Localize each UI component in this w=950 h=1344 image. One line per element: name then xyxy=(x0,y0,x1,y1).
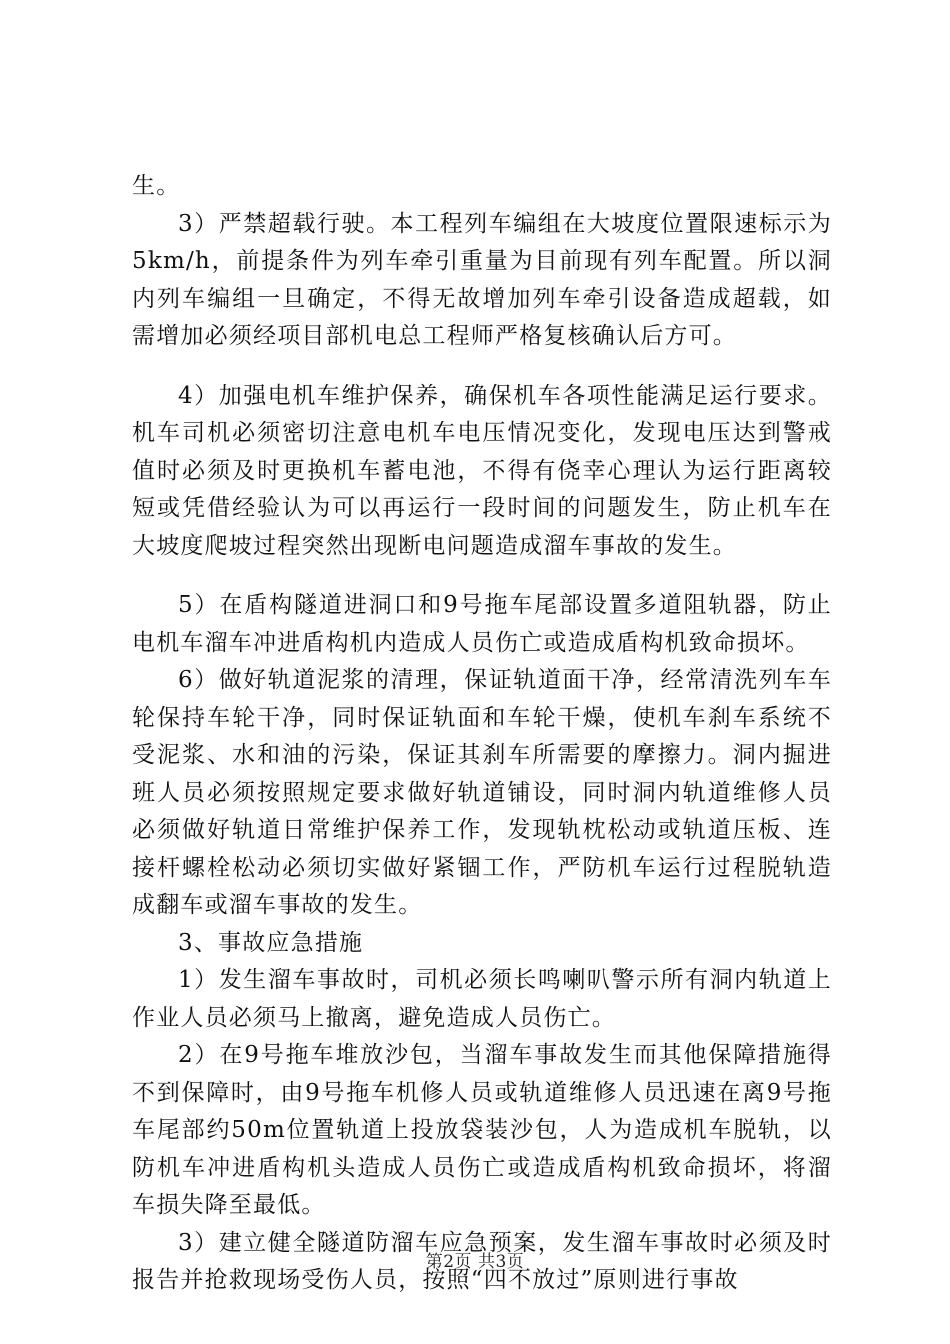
paragraph-emergency-3: 3）建立健全隧道防溜车应急预案，发生溜车事故时必须及时报告并抢救现场受伤人员，按照“四不放过”原则进行事故 xyxy=(132,1229,832,1293)
section-heading-emergency: 3、事故应急措施 xyxy=(178,929,364,956)
paragraph-item-3: 3）严禁超载行驶。本工程列车编组在大坡度位置限速标示为5km/h，前提条件为列车牵引重量为目前现有列车配置。所以洞内列车编组一旦确定，不得无故增加列车牵引设备造成超载，如需增加必须经项目部机电总工程师严格复核确认后方可。 xyxy=(132,210,832,349)
paragraph-item-4: 4）加强电机车维护保养，确保机车各项性能满足运行要求。机车司机必须密切注意电机车电压情况变化，发现电压达到警戒值时必须及时更换机车蓄电池，不得有侥幸心理认为运行距离较短或凭借经验认为可以再运行一段时间的问题发生，防止机车在大坡度爬坡过程突然出现断电问题造成溜车事故的发生。 xyxy=(132,382,832,559)
paragraph-item-6: 6）做好轨道泥浆的清理，保证轨道面干净，经常清洗列车车轮保持车轮干净，同时保证轨面和车轮干燥，使机车刹车系统不受泥浆、水和油的污染，保证其刹车所需要的摩擦力。洞内掘进班人员必须按照规定要求做好轨道铺设，同时洞内轨道维修人员必须做好轨道日常维护保养工作，发现轨枕松动或轨道压板、连接杆螺栓松动必须切实做好紧锢工作，严防机车运行过程脱轨造成翻车或溜车事故的发生。 xyxy=(132,667,832,918)
page-number-footer: 第2页 共3页 xyxy=(425,1252,525,1272)
paragraph-item-5: 5）在盾构隧道进洞口和9号拖车尾部设置多道阻轨器，防止电机车溜车冲进盾构机内造成人员伤亡或造成盾构机致命损坏。 xyxy=(132,592,832,656)
document-body xyxy=(132,168,832,1300)
paragraph-continuation: 生。 xyxy=(132,173,181,199)
paragraph-emergency-1: 1）发生溜车事故时，司机必须长鸣喇叭警示所有洞内轨道上作业人员必须马上撤离，避免造成人员伤亡。 xyxy=(132,967,832,1031)
paragraph-emergency-2: 2）在9号拖车堆放沙包，当溜车事故发生而其他保障措施得不到保障时，由9号拖车机修人员或轨道维修人员迅速在离9号拖车尾部约50m位置轨道上投放袋装沙包，人为造成机车脱轨，以防机车冲进盾构机头造成人员伤亡或造成盾构机致命损坏，将溜车损失降至最低。 xyxy=(132,1042,832,1218)
